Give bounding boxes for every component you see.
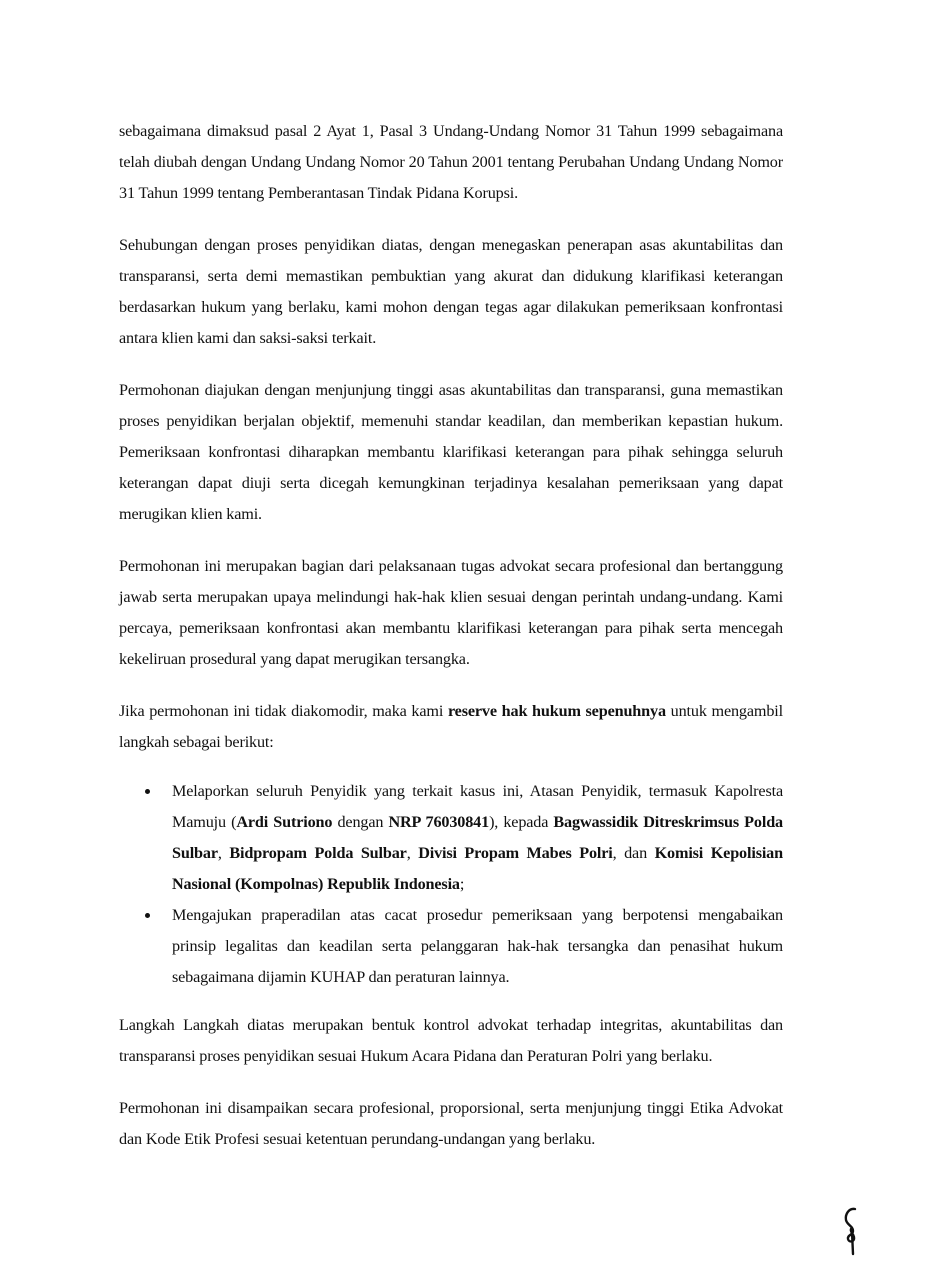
bullet-text: ,: [406, 844, 419, 862]
paragraph-control: Langkah Langkah diatas merupakan bentuk kontrol advokat terhadap integritas, akuntabilitas dan transparansi proses penyidikan sesuai Hukum Acara Pidana dan Peraturan Polri yang berlaku.: [119, 1016, 783, 1065]
paragraph-reserve: [119, 696, 783, 758]
bullet-text: Mengajukan praperadilan atas cacat prosedur pemeriksaan yang berpotensi mengabaikan prinsip legalitas dan keadilan serta pelanggaran hak-hak tersangka dan penasihat hukum sebagaimana dijamin KUHAP dan peraturan lainnya.: [172, 906, 783, 986]
paragraph-legal-basis: sebagaimana dimaksud pasal 2 Ayat 1, Pasal 3 Undang-Undang Nomor 31 Tahun 1999 sebagaimana telah diubah dengan Undang Undang Nomor 20 Tahun 2001 tentang Perubahan Undang Undang Nomor 31 Tahun 1999 tentang Pemberantasan Tindak Pidana Korupsi.: [119, 122, 783, 202]
bullet-item: [172, 776, 783, 900]
bullet-dot-icon: [145, 789, 150, 794]
bullet-text: ;: [459, 875, 465, 893]
action-bullet-list: [119, 776, 783, 993]
bullet-bold-text: Bagwassidik Ditreskrimsus Polda Sulbar: [172, 813, 783, 862]
document-page: [119, 116, 783, 1176]
handwritten-initial-icon: [838, 1205, 868, 1257]
bullet-dot-icon: [145, 913, 150, 918]
paragraph-purpose: Permohonan diajukan dengan menjunjung tinggi asas akuntabilitas dan transparansi, guna memastikan proses penyidikan berjalan objektif, memenuhi standar keadilan, dan memberikan kepastian hukum. Pemeriksaan konfrontasi diharapkan membantu klarifikasi keterangan para pihak sehingga seluruh keterangan dapat diuji serta dicegah kemungkinan terjadinya kesalahan pemeriksaan yang dapat merugikan klien kami.: [119, 381, 783, 523]
bullet-bold-text: Ardi Sutriono: [236, 813, 333, 831]
bullet-bold-text: Komisi Kepolisian Nasional (Kompolnas) Republik Indonesia: [172, 844, 783, 893]
bullet-bold-text: NRP 76030841: [388, 813, 490, 831]
paragraph-advocate-duty: Permohonan ini merupakan bagian dari pelaksanaan tugas advokat secara profesional dan bertanggung jawab serta merupakan upaya melindungi hak-hak klien sesuai dengan perintah undang-undang. Kami percaya, pemeriksaan konfrontasi akan membantu klarifikasi keterangan para pihak serta mencegah kekeliruan prosedural yang dapat merugikan tersangka.: [119, 557, 783, 668]
reserve-text-after: untuk mengambil langkah sebagai berikut:: [119, 702, 783, 751]
reserve-text-bold: reserve hak hukum sepenuhnya: [447, 702, 666, 720]
paragraph-professional: Permohonan ini disampaikan secara profesional, proporsional, serta menjunjung tinggi Etika Advokat dan Kode Etik Profesi sesuai ketentuan perundang-undangan yang berlaku.: [119, 1099, 783, 1148]
bullet-bold-text: Bidpropam Polda Sulbar: [229, 844, 407, 862]
bullet-text: ), kepada: [489, 813, 554, 831]
bullet-text: dengan: [332, 813, 389, 831]
paragraph-request: Sehubungan dengan proses penyidikan diatas, dengan menegaskan penerapan asas akuntabilitas dan transparansi, serta demi memastikan pembuktian yang akurat dan didukung klarifikasi keterangan berdasarkan hukum yang berlaku, kami mohon dengan tegas agar dilakukan pemeriksaan konfrontasi antara klien kami dan saksi-saksi terkait.: [119, 236, 783, 347]
reserve-text-before: Jika permohonan ini tidak diakomodir, maka kami: [119, 702, 448, 720]
bullet-text: , dan: [612, 844, 655, 862]
bullet-text: Melaporkan seluruh Penyidik yang terkait kasus ini, Atasan Penyidik, termasuk Kapolresta Mamuju (: [172, 782, 783, 831]
bullet-item: [172, 900, 783, 993]
bullet-bold-text: Divisi Propam Mabes Polri: [418, 844, 613, 862]
bullet-text: ,: [217, 844, 230, 862]
